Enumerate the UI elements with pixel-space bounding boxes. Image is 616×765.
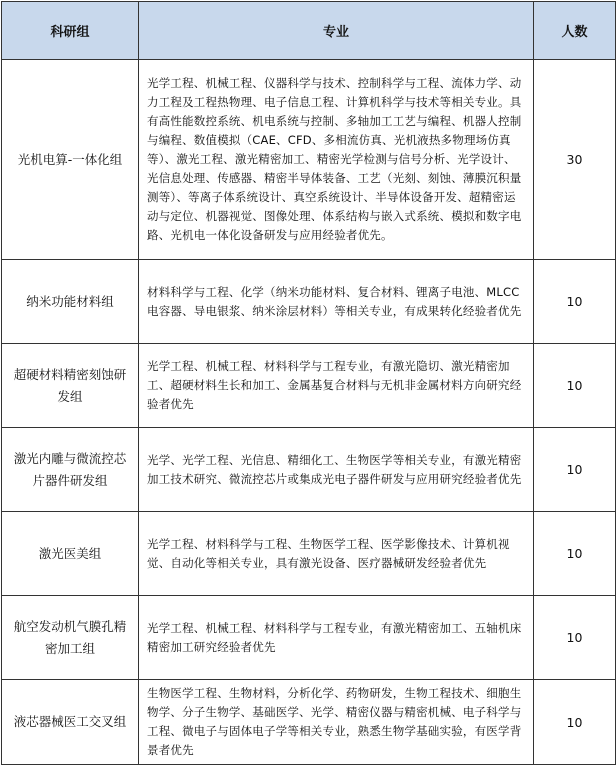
table-row (2, 344, 616, 428)
major-requirements: 光学工程、机械工程、材料科学与工程专业，有激光隐切、激光精密加工、超硬材料生长和加工、金属基复合材料与无机非金属材料方向研究经验者优先 (139, 344, 534, 428)
group-name: 激光医美组 (2, 512, 139, 596)
recruitment-table (1, 1, 616, 765)
headcount: 30 (534, 60, 616, 260)
headcount: 10 (534, 596, 616, 680)
group-name: 航空发动机气膜孔精密加工组 (2, 596, 139, 680)
major-requirements: 光学、光学工程、光信息、精细化工、生物医学等相关专业，有激光精密加工技术研究、微流控芯片或集成光电子器件研发与应用研究经验者优先 (139, 428, 534, 512)
table-row (2, 428, 616, 512)
group-name: 超硬材料精密刻蚀研发组 (2, 344, 139, 428)
header-group: 科研组 (2, 2, 139, 60)
group-name: 液芯器械医工交叉组 (2, 680, 139, 765)
table-row (2, 680, 616, 765)
header-count: 人数 (534, 2, 616, 60)
group-name: 光机电算-一体化组 (2, 60, 139, 260)
major-requirements: 光学工程、机械工程、仪器科学与技术、控制科学与工程、流体力学、动力工程及工程热物理、电子信息工程、计算机科学与技术等相关专业。具有高性能数控系统、机电系统与控制、多轴加工工艺与编程、机器人控制与编程、数值模拟（CAE、CFD、多相流仿真、光机液热多物理场仿真等）、激光工程、激光精密加工、精密光学检测与信号分析、光学设计、光信息处理、传感器、精密半导体装备、工艺（光刻、刻蚀、薄膜沉积量测等）、等离子体系统设计、真空系统设计、半导体设备开发、超精密运动与定位、机器视觉、图像处理、体系结构与嵌入式系统、模拟和数字电路、光机电一体化设备研发与应用经验者优先。 (139, 60, 534, 260)
headcount: 10 (534, 260, 616, 344)
group-name: 纳米功能材料组 (2, 260, 139, 344)
table-row (2, 260, 616, 344)
table-row (2, 512, 616, 596)
major-requirements: 生物医学工程、生物材料，分析化学、药物研发，生物工程技术、细胞生物学、分子生物学、基础医学、光学、精密仪器与精密机械、电子科学与工程、微电子与固体电子学等相关专业，熟悉生物学基础实验，有医学背景者优先 (139, 680, 534, 765)
headcount: 10 (534, 344, 616, 428)
header-major: 专业 (139, 2, 534, 60)
group-name: 激光内雕与微流控芯片器件研发组 (2, 428, 139, 512)
headcount: 10 (534, 512, 616, 596)
headcount: 10 (534, 428, 616, 512)
major-requirements: 材料科学与工程、化学（纳米功能材料、复合材料、锂离子电池、MLCC电容器、导电银浆、纳米涂层材料）等相关专业，有成果转化经验者优先 (139, 260, 534, 344)
major-requirements: 光学工程、机械工程、材料科学与工程专业，有激光精密加工、五轴机床精密加工研究经验者优先 (139, 596, 534, 680)
table-row (2, 596, 616, 680)
major-requirements: 光学工程、材料科学与工程、生物医学工程、医学影像技术、计算机视觉、自动化等相关专业，具有激光设备、医疗器械研发经验者优先 (139, 512, 534, 596)
table-row (2, 60, 616, 260)
header-row (2, 2, 616, 60)
headcount: 10 (534, 680, 616, 765)
